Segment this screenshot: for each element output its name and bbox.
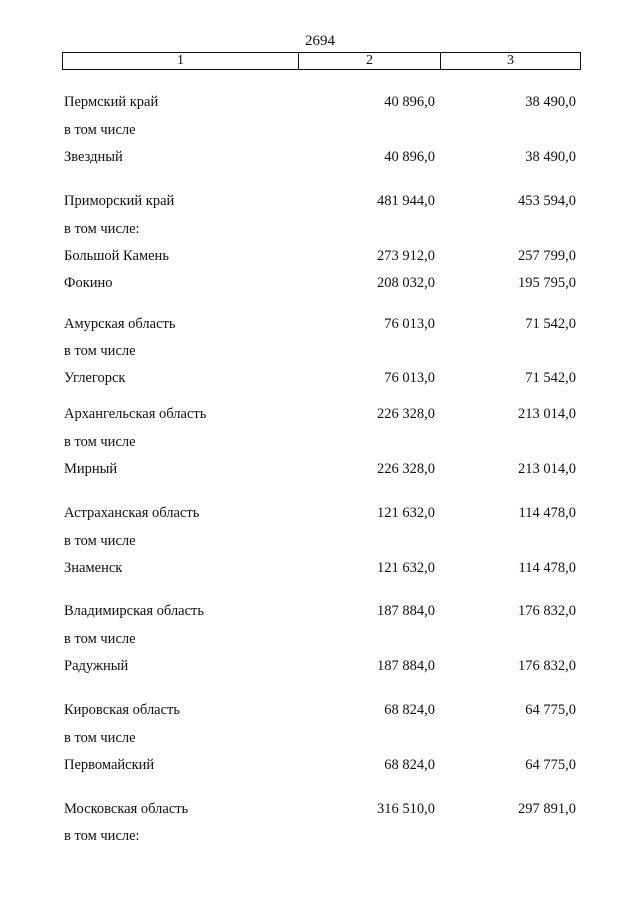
row-value-col2: 76 013,0 <box>384 370 435 386</box>
row-value-col2: 187 884,0 <box>377 603 435 619</box>
row-name: Астраханская область <box>64 505 200 521</box>
table-row <box>0 728 640 748</box>
row-value-col2: 481 944,0 <box>377 193 435 209</box>
row-name: Первомайский <box>64 757 155 773</box>
row-name: Радужный <box>64 658 129 674</box>
table-row <box>0 459 640 479</box>
row-value-col2: 226 328,0 <box>377 406 435 422</box>
row-name: Пермский край <box>64 94 159 110</box>
row-value-col3: 71 542,0 <box>525 316 576 332</box>
table-row <box>0 629 640 649</box>
row-value-col2: 187 884,0 <box>377 658 435 674</box>
row-value-col2: 68 824,0 <box>384 757 435 773</box>
table-row <box>0 147 640 167</box>
row-value-col3: 213 014,0 <box>518 461 576 477</box>
row-value-col3: 257 799,0 <box>518 248 576 264</box>
table-row <box>0 273 640 293</box>
row-value-col3: 195 795,0 <box>518 275 576 291</box>
table-row <box>0 404 640 424</box>
row-value-col2: 273 912,0 <box>377 248 435 264</box>
table-row <box>0 246 640 266</box>
column-header-2: 2 <box>299 53 441 69</box>
row-name: Кировская область <box>64 702 181 718</box>
column-header-1: 1 <box>63 53 299 69</box>
row-name: в том числе <box>64 533 136 549</box>
table-row <box>0 120 640 140</box>
row-value-col2: 40 896,0 <box>384 149 435 165</box>
table-row <box>0 219 640 239</box>
row-value-col3: 114 478,0 <box>518 560 576 576</box>
row-value-col2: 121 632,0 <box>377 560 435 576</box>
row-name: Архангельская область <box>64 406 207 422</box>
table-row <box>0 656 640 676</box>
row-name: Большой Камень <box>64 248 169 264</box>
row-name: в том числе <box>64 343 136 359</box>
row-name: Знаменск <box>64 560 123 576</box>
row-name: в том числе <box>64 122 136 138</box>
row-name: в том числе: <box>64 828 140 844</box>
row-name: Амурская область <box>64 316 176 332</box>
row-value-col3: 38 490,0 <box>525 94 576 110</box>
table-row <box>0 531 640 551</box>
row-value-col3: 71 542,0 <box>525 370 576 386</box>
table-row <box>0 92 640 112</box>
row-name: Владимирская область <box>64 603 204 619</box>
table-row <box>0 191 640 211</box>
row-value-col2: 68 824,0 <box>384 702 435 718</box>
row-value-col3: 64 775,0 <box>525 702 576 718</box>
row-name: в том числе: <box>64 221 140 237</box>
row-value-col2: 40 896,0 <box>384 94 435 110</box>
row-name: Мирный <box>64 461 118 477</box>
row-name: Приморский край <box>64 193 175 209</box>
row-name: Углегорск <box>64 370 126 386</box>
row-name: Звездный <box>64 149 123 165</box>
row-value-col3: 176 832,0 <box>518 658 576 674</box>
table-row <box>0 700 640 720</box>
table-row <box>0 826 640 846</box>
row-name: в том числе <box>64 631 136 647</box>
row-name: Московская область <box>64 801 189 817</box>
row-value-col3: 453 594,0 <box>518 193 576 209</box>
page-number: 2694 <box>305 33 335 49</box>
row-name: в том числе <box>64 434 136 450</box>
row-name: Фокино <box>64 275 113 291</box>
row-value-col3: 297 891,0 <box>518 801 576 817</box>
table-row <box>0 558 640 578</box>
row-value-col3: 38 490,0 <box>525 149 576 165</box>
row-value-col2: 226 328,0 <box>377 461 435 477</box>
column-header-3: 3 <box>507 53 514 68</box>
table-row <box>0 601 640 621</box>
row-value-col3: 213 014,0 <box>518 406 576 422</box>
row-value-col3: 176 832,0 <box>518 603 576 619</box>
row-value-col3: 114 478,0 <box>518 505 576 521</box>
table-row <box>0 432 640 452</box>
table-row <box>0 314 640 334</box>
row-value-col3: 64 775,0 <box>525 757 576 773</box>
row-value-col2: 76 013,0 <box>384 316 435 332</box>
row-value-col2: 316 510,0 <box>377 801 435 817</box>
table-row <box>0 368 640 388</box>
table-row <box>0 755 640 775</box>
row-name: в том числе <box>64 730 136 746</box>
row-value-col2: 121 632,0 <box>377 505 435 521</box>
table-row <box>0 341 640 361</box>
row-value-col2: 208 032,0 <box>377 275 435 291</box>
table-row <box>0 799 640 819</box>
table-row <box>0 503 640 523</box>
